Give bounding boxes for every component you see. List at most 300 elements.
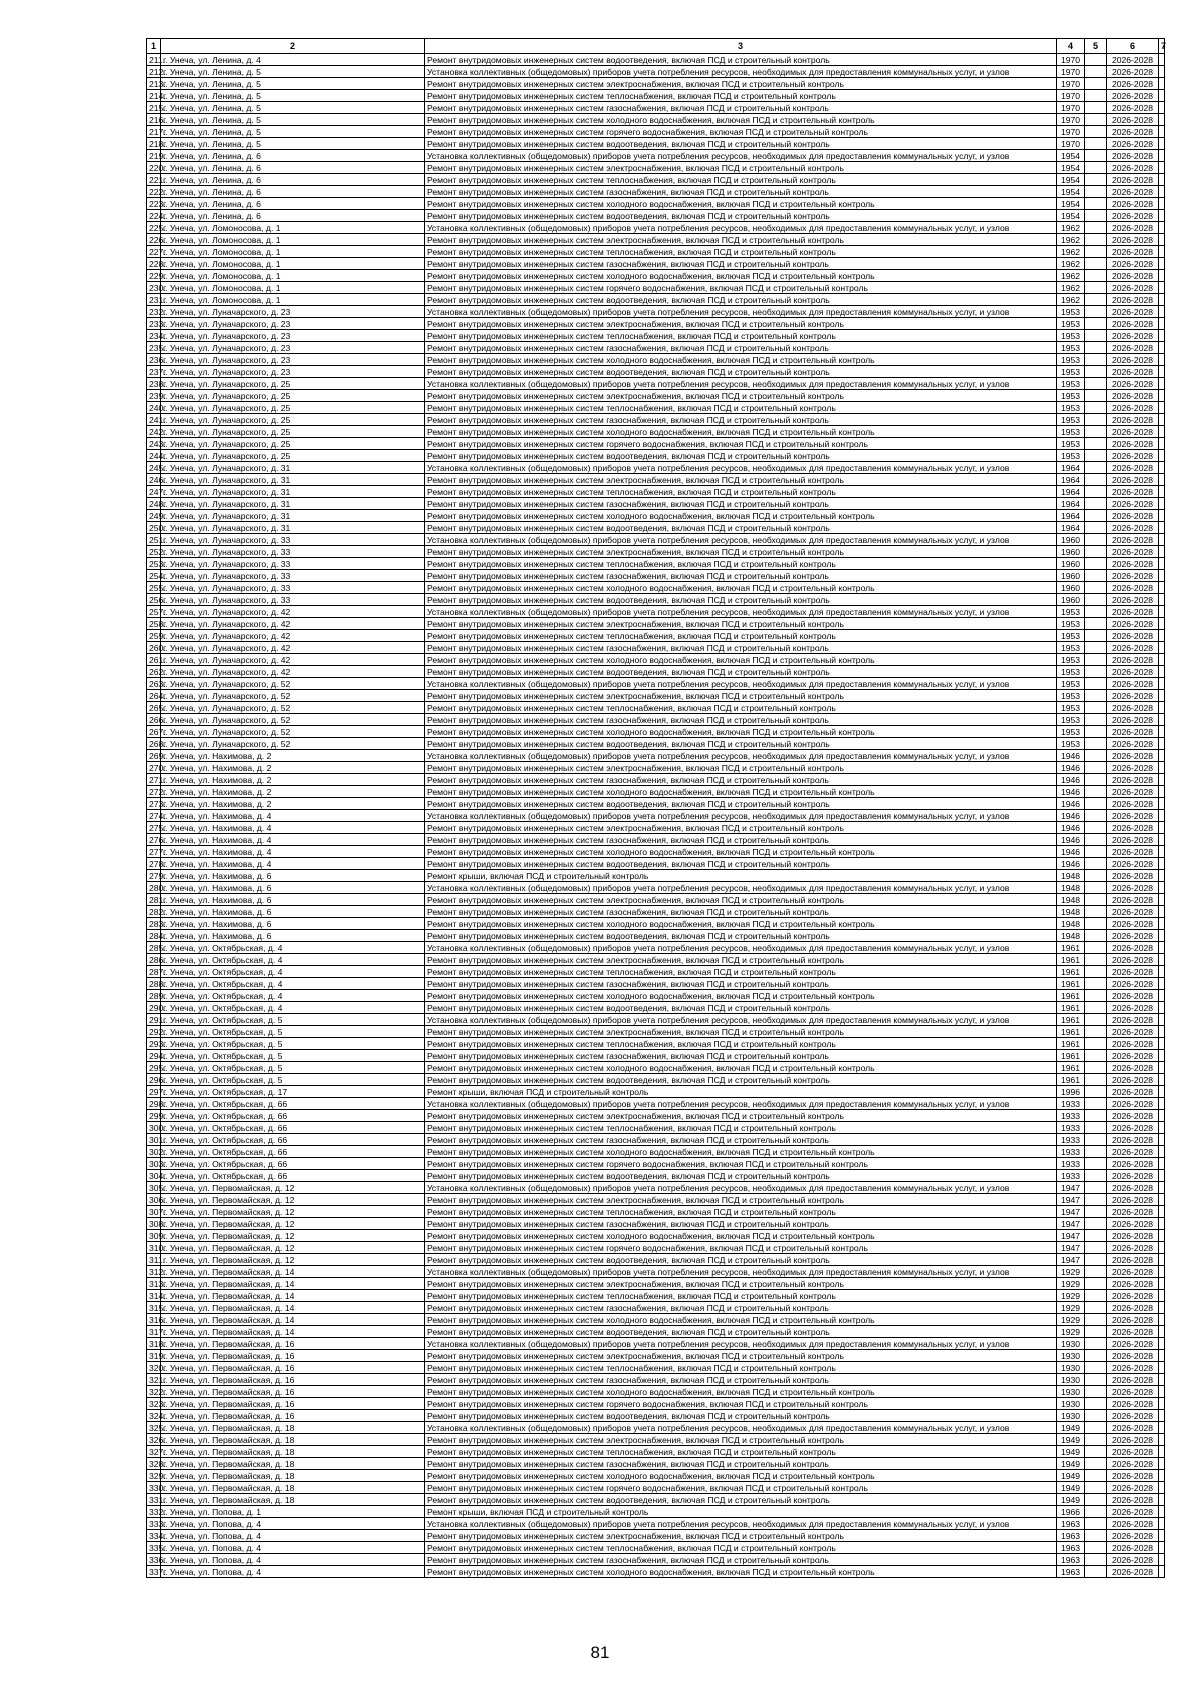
cell-period: 2026-2028 [1107,462,1159,474]
cell-address: г. Унеча, ул. Ленина, д. 5 [161,78,425,90]
cell-period: 2026-2028 [1107,1506,1159,1518]
cell-work-type: Ремонт внутридомовых инженерных систем газоснабжения, включая ПСД и строительный контроль [425,414,1057,426]
cell-number: 295. [147,1062,161,1074]
cell-number: 317. [147,1326,161,1338]
cell-number: 328. [147,1458,161,1470]
cell-work-type: Ремонт внутридомовых инженерных систем теплоснабжения, включая ПСД и строительный контроль [425,1290,1057,1302]
cell-number: 299. [147,1110,161,1122]
cell-number: 250. [147,522,161,534]
cell-empty [1085,1074,1107,1086]
cell-year: 1953 [1057,366,1085,378]
cell-empty [1085,1530,1107,1542]
table-row [147,882,1165,894]
cell-year: 1953 [1057,354,1085,366]
cell-year: 1933 [1057,1170,1085,1182]
cell-number: 244. [147,450,161,462]
cell-year: 1964 [1057,474,1085,486]
cell-year: 1954 [1057,150,1085,162]
cell-empty [1085,198,1107,210]
capital-repair-table [146,38,1165,1578]
cell-empty [1085,1542,1107,1554]
cell-empty [1085,1194,1107,1206]
cell-year: 1954 [1057,162,1085,174]
cell-empty [1085,210,1107,222]
cell-number: 284. [147,930,161,942]
cell-empty [1085,282,1107,294]
cell-number: 314. [147,1290,161,1302]
cell-address: г. Унеча, ул. Луначарского, д. 33 [161,546,425,558]
cell-number: 326. [147,1434,161,1446]
table-row [147,1482,1165,1494]
cell-empty [1159,1338,1165,1350]
cell-empty [1085,234,1107,246]
cell-empty [1159,846,1165,858]
cell-empty [1085,1566,1107,1578]
cell-work-type: Ремонт внутридомовых инженерных систем теплоснабжения, включая ПСД и строительный контроль [425,402,1057,414]
cell-empty [1085,426,1107,438]
table-row [147,318,1165,330]
cell-number: 271. [147,774,161,786]
cell-address: г. Унеча, ул. Октябрьская, д. 66 [161,1110,425,1122]
cell-year: 1949 [1057,1482,1085,1494]
cell-year: 1947 [1057,1206,1085,1218]
cell-empty [1085,582,1107,594]
cell-work-type: Ремонт внутридомовых инженерных систем электроснабжения, включая ПСД и строительный контроль [425,954,1057,966]
cell-empty [1085,354,1107,366]
cell-work-type: Установка коллективных (общедомовых) приборов учета потребления ресурсов, необходимых для предоставления коммунальных услуг, и узлов [425,1338,1057,1350]
cell-period: 2026-2028 [1107,1386,1159,1398]
cell-work-type: Ремонт внутридомовых инженерных систем холодного водоснабжения, включая ПСД и строительный контроль [425,582,1057,594]
cell-work-type: Ремонт внутридомовых инженерных систем водоотведения, включая ПСД и строительный контроль [425,1254,1057,1266]
cell-period: 2026-2028 [1107,726,1159,738]
cell-year: 1930 [1057,1386,1085,1398]
cell-year: 1948 [1057,882,1085,894]
cell-period: 2026-2028 [1107,1290,1159,1302]
cell-number: 211. [147,54,161,66]
cell-period: 2026-2028 [1107,930,1159,942]
table-row [147,846,1165,858]
cell-empty [1159,1302,1165,1314]
cell-work-type: Ремонт внутридомовых инженерных систем холодного водоснабжения, включая ПСД и строительный контроль [425,1386,1057,1398]
cell-period: 2026-2028 [1107,1050,1159,1062]
cell-work-type: Ремонт внутридомовых инженерных систем газоснабжения, включая ПСД и строительный контроль [425,570,1057,582]
cell-empty [1085,726,1107,738]
cell-year: 1947 [1057,1242,1085,1254]
cell-empty [1085,738,1107,750]
cell-empty [1159,774,1165,786]
cell-year: 1962 [1057,246,1085,258]
cell-period: 2026-2028 [1107,846,1159,858]
cell-number: 214. [147,90,161,102]
cell-work-type: Установка коллективных (общедомовых) приборов учета потребления ресурсов, необходимых для предоставления коммунальных услуг, и узлов [425,150,1057,162]
table-row [147,834,1165,846]
cell-work-type: Ремонт внутридомовых инженерных систем электроснабжения, включая ПСД и строительный контроль [425,162,1057,174]
cell-empty [1159,186,1165,198]
cell-empty [1159,1422,1165,1434]
cell-empty [1085,1554,1107,1566]
cell-work-type: Ремонт внутридомовых инженерных систем электроснабжения, включая ПСД и строительный контроль [425,1530,1057,1542]
cell-work-type: Ремонт внутридомовых инженерных систем водоотведения, включая ПСД и строительный контроль [425,1494,1057,1506]
cell-work-type: Ремонт внутридомовых инженерных систем теплоснабжения, включая ПСД и строительный контроль [425,1446,1057,1458]
cell-empty [1159,378,1165,390]
cell-period: 2026-2028 [1107,1458,1159,1470]
cell-work-type: Ремонт внутридомовых инженерных систем электроснабжения, включая ПСД и строительный контроль [425,318,1057,330]
cell-address: г. Унеча, ул. Луначарского, д. 23 [161,354,425,366]
cell-year: 1962 [1057,258,1085,270]
cell-year: 1961 [1057,1062,1085,1074]
cell-period: 2026-2028 [1107,306,1159,318]
cell-address: г. Унеча, ул. Ленина, д. 5 [161,90,425,102]
cell-year: 1963 [1057,1518,1085,1530]
cell-empty [1159,1074,1165,1086]
cell-work-type: Ремонт внутридомовых инженерных систем холодного водоснабжения, включая ПСД и строительный контроль [425,270,1057,282]
cell-period: 2026-2028 [1107,570,1159,582]
cell-period: 2026-2028 [1107,258,1159,270]
cell-address: г. Унеча, ул. Ломоносова, д. 1 [161,246,425,258]
cell-empty [1085,1470,1107,1482]
cell-empty [1085,174,1107,186]
cell-work-type: Установка коллективных (общедомовых) приборов учета потребления ресурсов, необходимых для предоставления коммунальных услуг, и узлов [425,750,1057,762]
cell-empty [1159,234,1165,246]
cell-address: г. Унеча, ул. Попова, д. 4 [161,1554,425,1566]
cell-empty [1159,1146,1165,1158]
cell-address: г. Унеча, ул. Луначарского, д. 31 [161,498,425,510]
cell-period: 2026-2028 [1107,1566,1159,1578]
cell-address: г. Унеча, ул. Нахимова, д. 4 [161,858,425,870]
cell-empty [1159,90,1165,102]
table-row [147,738,1165,750]
cell-empty [1085,1422,1107,1434]
cell-year: 1953 [1057,738,1085,750]
cell-empty [1085,786,1107,798]
cell-empty [1159,414,1165,426]
cell-work-type: Установка коллективных (общедомовых) приборов учета потребления ресурсов, необходимых для предоставления коммунальных услуг, и узлов [425,222,1057,234]
cell-empty [1085,102,1107,114]
cell-work-type: Ремонт внутридомовых инженерных систем водоотведения, включая ПСД и строительный контроль [425,1002,1057,1014]
cell-period: 2026-2028 [1107,1242,1159,1254]
cell-number: 294. [147,1050,161,1062]
cell-number: 221. [147,174,161,186]
cell-work-type: Ремонт внутридомовых инженерных систем холодного водоснабжения, включая ПСД и строительный контроль [425,1146,1057,1158]
cell-work-type: Ремонт внутридомовых инженерных систем газоснабжения, включая ПСД и строительный контроль [425,774,1057,786]
cell-empty [1085,978,1107,990]
table-row [147,798,1165,810]
table-row [147,1182,1165,1194]
cell-number: 256. [147,594,161,606]
cell-number: 323. [147,1398,161,1410]
cell-year: 1946 [1057,858,1085,870]
cell-address: г. Унеча, ул. Ленина, д. 6 [161,186,425,198]
cell-year: 1961 [1057,990,1085,1002]
cell-number: 334. [147,1530,161,1542]
cell-number: 275. [147,822,161,834]
cell-empty [1159,198,1165,210]
cell-empty [1085,678,1107,690]
cell-work-type: Ремонт внутридомовых инженерных систем газоснабжения, включая ПСД и строительный контроль [425,1554,1057,1566]
table-row [147,438,1165,450]
cell-address: г. Унеча, ул. Октябрьская, д. 66 [161,1170,425,1182]
cell-empty [1085,306,1107,318]
cell-empty [1085,474,1107,486]
table-row [147,594,1165,606]
cell-year: 1930 [1057,1410,1085,1422]
cell-empty [1159,654,1165,666]
cell-work-type: Ремонт внутридомовых инженерных систем электроснабжения, включая ПСД и строительный контроль [425,822,1057,834]
cell-number: 222. [147,186,161,198]
cell-address: г. Унеча, ул. Первомайская, д. 16 [161,1410,425,1422]
cell-year: 1996 [1057,1086,1085,1098]
cell-period: 2026-2028 [1107,378,1159,390]
cell-address: г. Унеча, ул. Нахимова, д. 4 [161,822,425,834]
table-row [147,894,1165,906]
cell-number: 266. [147,714,161,726]
table-row [147,930,1165,942]
cell-address: г. Унеча, ул. Луначарского, д. 33 [161,534,425,546]
cell-number: 289. [147,990,161,1002]
cell-year: 1953 [1057,390,1085,402]
cell-number: 258. [147,618,161,630]
cell-period: 2026-2028 [1107,1038,1159,1050]
cell-period: 2026-2028 [1107,786,1159,798]
cell-empty [1159,126,1165,138]
cell-work-type: Ремонт внутридомовых инженерных систем холодного водоснабжения, включая ПСД и строительный контроль [425,1566,1057,1578]
cell-empty [1085,1482,1107,1494]
cell-empty [1159,1566,1165,1578]
cell-period: 2026-2028 [1107,1374,1159,1386]
cell-period: 2026-2028 [1107,1062,1159,1074]
cell-period: 2026-2028 [1107,426,1159,438]
cell-empty [1085,1146,1107,1158]
cell-number: 322. [147,1386,161,1398]
cell-address: г. Унеча, ул. Попова, д. 4 [161,1566,425,1578]
table-row [147,498,1165,510]
cell-empty [1085,366,1107,378]
cell-period: 2026-2028 [1107,978,1159,990]
cell-address: г. Унеча, ул. Луначарского, д. 25 [161,450,425,462]
table-row [147,666,1165,678]
cell-number: 288. [147,978,161,990]
page-number: 81 [590,1643,610,1662]
cell-empty [1085,1446,1107,1458]
cell-empty [1159,1194,1165,1206]
cell-work-type: Ремонт внутридомовых инженерных систем холодного водоснабжения, включая ПСД и строительный контроль [425,354,1057,366]
cell-year: 1929 [1057,1314,1085,1326]
cell-work-type: Ремонт внутридомовых инженерных систем электроснабжения, включая ПСД и строительный контроль [425,690,1057,702]
cell-empty [1159,570,1165,582]
cell-address: г. Унеча, ул. Нахимова, д. 2 [161,762,425,774]
cell-work-type: Ремонт внутридомовых инженерных систем теплоснабжения, включая ПСД и строительный контроль [425,702,1057,714]
cell-period: 2026-2028 [1107,594,1159,606]
table-row [147,1110,1165,1122]
cell-address: г. Унеча, ул. Луначарского, д. 52 [161,690,425,702]
cell-number: 267. [147,726,161,738]
cell-year: 1953 [1057,642,1085,654]
cell-year: 1953 [1057,702,1085,714]
table-row [147,474,1165,486]
cell-work-type: Ремонт внутридомовых инженерных систем электроснабжения, включая ПСД и строительный контроль [425,546,1057,558]
table-row [147,690,1165,702]
cell-period: 2026-2028 [1107,1410,1159,1422]
cell-empty [1085,606,1107,618]
cell-number: 224. [147,210,161,222]
table-row [147,1530,1165,1542]
table-row [147,1014,1165,1026]
cell-work-type: Установка коллективных (общедомовых) приборов учета потребления ресурсов, необходимых для предоставления коммунальных услуг, и узлов [425,942,1057,954]
cell-empty [1159,858,1165,870]
cell-number: 261. [147,654,161,666]
cell-empty [1085,774,1107,786]
cell-work-type: Ремонт внутридомовых инженерных систем водоотведения, включая ПСД и строительный контроль [425,1326,1057,1338]
cell-empty [1085,414,1107,426]
cell-work-type: Ремонт внутридомовых инженерных систем холодного водоснабжения, включая ПСД и строительный контроль [425,1470,1057,1482]
cell-empty [1085,1326,1107,1338]
cell-year: 1929 [1057,1290,1085,1302]
cell-empty [1159,1398,1165,1410]
cell-empty [1085,1134,1107,1146]
table-row [147,1170,1165,1182]
cell-number: 247. [147,486,161,498]
cell-work-type: Ремонт внутридомовых инженерных систем водоотведения, включая ПСД и строительный контроль [425,858,1057,870]
cell-empty [1085,810,1107,822]
cell-period: 2026-2028 [1107,750,1159,762]
cell-empty [1159,702,1165,714]
cell-address: г. Унеча, ул. Луначарского, д. 25 [161,414,425,426]
cell-address: г. Унеча, ул. Октябрьская, д. 4 [161,978,425,990]
cell-empty [1085,438,1107,450]
cell-work-type: Ремонт внутридомовых инженерных систем газоснабжения, включая ПСД и строительный контроль [425,1302,1057,1314]
cell-empty [1085,702,1107,714]
cell-address: г. Унеча, ул. Ломоносова, д. 1 [161,258,425,270]
cell-address: г. Унеча, ул. Первомайская, д. 18 [161,1470,425,1482]
cell-number: 279. [147,870,161,882]
cell-empty [1159,78,1165,90]
cell-empty [1085,54,1107,66]
cell-address: г. Унеча, ул. Луначарского, д. 52 [161,738,425,750]
cell-period: 2026-2028 [1107,282,1159,294]
cell-work-type: Ремонт внутридомовых инженерных систем электроснабжения, включая ПСД и строительный контроль [425,762,1057,774]
cell-year: 1933 [1057,1122,1085,1134]
cell-empty [1159,210,1165,222]
cell-period: 2026-2028 [1107,186,1159,198]
cell-number: 296. [147,1074,161,1086]
cell-year: 1948 [1057,918,1085,930]
table-row [147,102,1165,114]
table-row [147,606,1165,618]
cell-year: 1933 [1057,1146,1085,1158]
cell-empty [1085,654,1107,666]
cell-number: 213. [147,78,161,90]
cell-empty [1159,822,1165,834]
cell-work-type: Ремонт внутридомовых инженерных систем теплоснабжения, включая ПСД и строительный контроль [425,1038,1057,1050]
cell-empty [1159,1374,1165,1386]
table-row [147,258,1165,270]
cell-empty [1085,1302,1107,1314]
cell-year: 1949 [1057,1494,1085,1506]
cell-empty [1085,942,1107,954]
cell-number: 308. [147,1218,161,1230]
cell-empty [1159,1050,1165,1062]
cell-address: г. Унеча, ул. Первомайская, д. 14 [161,1290,425,1302]
cell-address: г. Унеча, ул. Первомайская, д. 18 [161,1422,425,1434]
cell-empty [1085,1506,1107,1518]
cell-period: 2026-2028 [1107,498,1159,510]
cell-number: 220. [147,162,161,174]
cell-empty [1085,126,1107,138]
cell-number: 235. [147,342,161,354]
cell-empty [1159,330,1165,342]
table-row [147,1362,1165,1374]
cell-period: 2026-2028 [1107,1230,1159,1242]
cell-number: 292. [147,1026,161,1038]
cell-empty [1159,498,1165,510]
cell-address: г. Унеча, ул. Нахимова, д. 6 [161,906,425,918]
cell-work-type: Установка коллективных (общедомовых) приборов учета потребления ресурсов, необходимых для предоставления коммунальных услуг, и узлов [425,1422,1057,1434]
cell-number: 291. [147,1014,161,1026]
cell-period: 2026-2028 [1107,666,1159,678]
cell-empty [1085,450,1107,462]
table-row [147,570,1165,582]
cell-work-type: Ремонт внутридомовых инженерных систем холодного водоснабжения, включая ПСД и строительный контроль [425,918,1057,930]
cell-empty [1159,990,1165,1002]
cell-empty [1085,1254,1107,1266]
cell-address: г. Унеча, ул. Ленина, д. 6 [161,162,425,174]
cell-empty [1159,714,1165,726]
cell-address: г. Унеча, ул. Первомайская, д. 14 [161,1314,425,1326]
cell-empty [1159,486,1165,498]
cell-empty [1085,714,1107,726]
cell-period: 2026-2028 [1107,474,1159,486]
cell-period: 2026-2028 [1107,114,1159,126]
cell-work-type: Ремонт внутридомовых инженерных систем горячего водоснабжения, включая ПСД и строительный контроль [425,282,1057,294]
cell-period: 2026-2028 [1107,654,1159,666]
table-row [147,1218,1165,1230]
cell-empty [1159,114,1165,126]
table-row [147,366,1165,378]
cell-number: 337. [147,1566,161,1578]
cell-empty [1159,246,1165,258]
cell-period: 2026-2028 [1107,414,1159,426]
cell-period: 2026-2028 [1107,1278,1159,1290]
cell-period: 2026-2028 [1107,630,1159,642]
cell-year: 1960 [1057,546,1085,558]
cell-number: 255. [147,582,161,594]
table-row [147,1338,1165,1350]
cell-number: 272. [147,786,161,798]
cell-empty [1159,318,1165,330]
cell-empty [1085,1026,1107,1038]
cell-address: г. Унеча, ул. Луначарского, д. 33 [161,582,425,594]
cell-address: г. Унеча, ул. Луначарского, д. 23 [161,318,425,330]
cell-work-type: Ремонт внутридомовых инженерных систем водоотведения, включая ПСД и строительный контроль [425,738,1057,750]
cell-empty [1085,666,1107,678]
cell-work-type: Установка коллективных (общедомовых) приборов учета потребления ресурсов, необходимых для предоставления коммунальных услуг, и узлов [425,462,1057,474]
cell-period: 2026-2028 [1107,1206,1159,1218]
cell-work-type: Установка коллективных (общедомовых) приборов учета потребления ресурсов, необходимых для предоставления коммунальных услуг, и узлов [425,678,1057,690]
table-row [147,1422,1165,1434]
cell-empty [1085,1314,1107,1326]
cell-empty [1159,666,1165,678]
cell-empty [1085,498,1107,510]
cell-period: 2026-2028 [1107,546,1159,558]
cell-empty [1085,966,1107,978]
cell-address: г. Унеча, ул. Первомайская, д. 18 [161,1458,425,1470]
cell-empty [1085,642,1107,654]
cell-year: 1953 [1057,606,1085,618]
cell-year: 1948 [1057,894,1085,906]
cell-address: г. Унеча, ул. Первомайская, д. 12 [161,1206,425,1218]
cell-year: 1946 [1057,786,1085,798]
cell-address: г. Унеча, ул. Ломоносова, д. 1 [161,282,425,294]
